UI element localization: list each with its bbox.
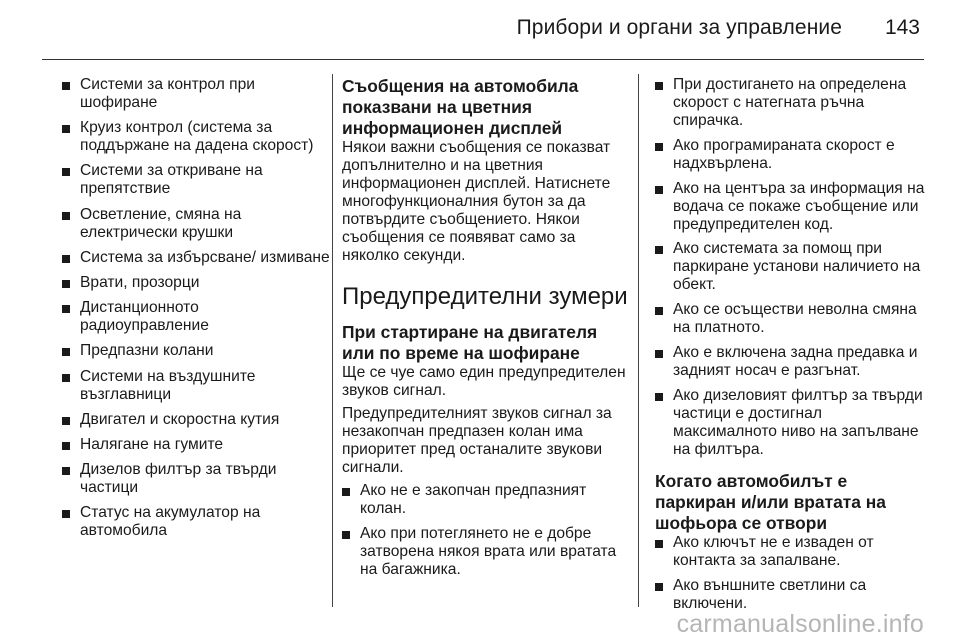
column-left: [62, 76, 330, 547]
list-item: Круиз контрол (система за поддържане на дадена скорост): [62, 119, 330, 155]
section-heading: Съобщения на автомобила показвани на цветния информационен дисплей: [342, 76, 579, 138]
list-item: Ако програмираната скорост е надхвърлена.: [655, 137, 930, 173]
intro-paragraph: Някои важни съобщения се показват допълнително и на цветния информационен дисплей. Натиснете многофункционалния бутон за да потвърдите съобщението. Някои съобщения се появяват само за няколко секунди.: [342, 139, 611, 264]
list-item: Ако на центъра за информация на водача се покаже съобщение или предупредителен код.: [655, 180, 930, 234]
column-middle: [342, 76, 634, 586]
paragraph: Ще се чуе само един предупредителен звуков сигнал.: [342, 364, 626, 399]
condition-list: [655, 534, 930, 613]
paragraph: Предупредителният звуков сигнал за незакопчан предпазен колан има приоритет пред останалите звукови сигнали.: [342, 405, 612, 476]
list-item: Системи за контрол при шофиране: [62, 76, 330, 112]
list-item: При достигането на определена скорост с натегната ръчна спирачка.: [655, 76, 930, 130]
column-right: [655, 76, 930, 619]
list-item: Ако ключът не е изваден от контакта за запалване.: [655, 534, 930, 570]
watermark: carmanualsonline.info: [676, 610, 924, 638]
list-item: Двигател и скоростна кутия: [62, 411, 330, 429]
condition-list: [342, 482, 634, 579]
condition-list: [655, 76, 930, 459]
topic-list: [62, 76, 330, 540]
list-item: Системи за откриване на препятствие: [62, 162, 330, 198]
list-item: Ако дизеловият филтър за твърди частици е достигнал максималното ниво на запълване на филтъра.: [655, 387, 930, 459]
header-rule: [42, 59, 924, 60]
list-item: Ако при потеглянето не е добре затворена някоя врата или вратата на багажника.: [342, 525, 634, 579]
list-item: Ако е включена задна предавка и задният носач е разгънат.: [655, 344, 930, 380]
column-divider-1: [332, 74, 333, 607]
page-header: [0, 0, 960, 60]
list-item: Системи на въздушните възглавници: [62, 368, 330, 404]
subsection-heading: При стартиране на двигателя или по време на шофиране: [342, 322, 598, 363]
list-item: Врати, прозорци: [62, 274, 330, 292]
list-item: Предпазни колани: [62, 342, 330, 360]
list-item: Система за избърсване/ измиване: [62, 249, 330, 267]
list-item: Ако външните светлини са включени.: [655, 577, 930, 613]
column-divider-2: [638, 74, 639, 607]
list-item: Осветление, смяна на електрически крушки: [62, 206, 330, 242]
list-item: Дистанционното радиоуправление: [62, 299, 330, 335]
section-title: Предупредителни зумери: [342, 283, 628, 310]
list-item: Ако системата за помощ при паркиране установи наличието на обект.: [655, 240, 930, 294]
list-item: Налягане на гумите: [62, 436, 330, 454]
list-item: Дизелов филтър за твърди частици: [62, 461, 330, 497]
page-title: Прибори и органи за управление: [516, 16, 842, 39]
list-item: Ако не е закопчан предпазният колан.: [342, 482, 634, 518]
list-item: Ако се осъществи неволна смяна на платното.: [655, 301, 930, 337]
list-item: Статус на акумулатор на автомобила: [62, 504, 330, 540]
page-number: 143: [884, 16, 920, 39]
subsection-heading: Когато автомобилът е паркиран и/или вратата на шофьора се отвори: [655, 470, 886, 533]
